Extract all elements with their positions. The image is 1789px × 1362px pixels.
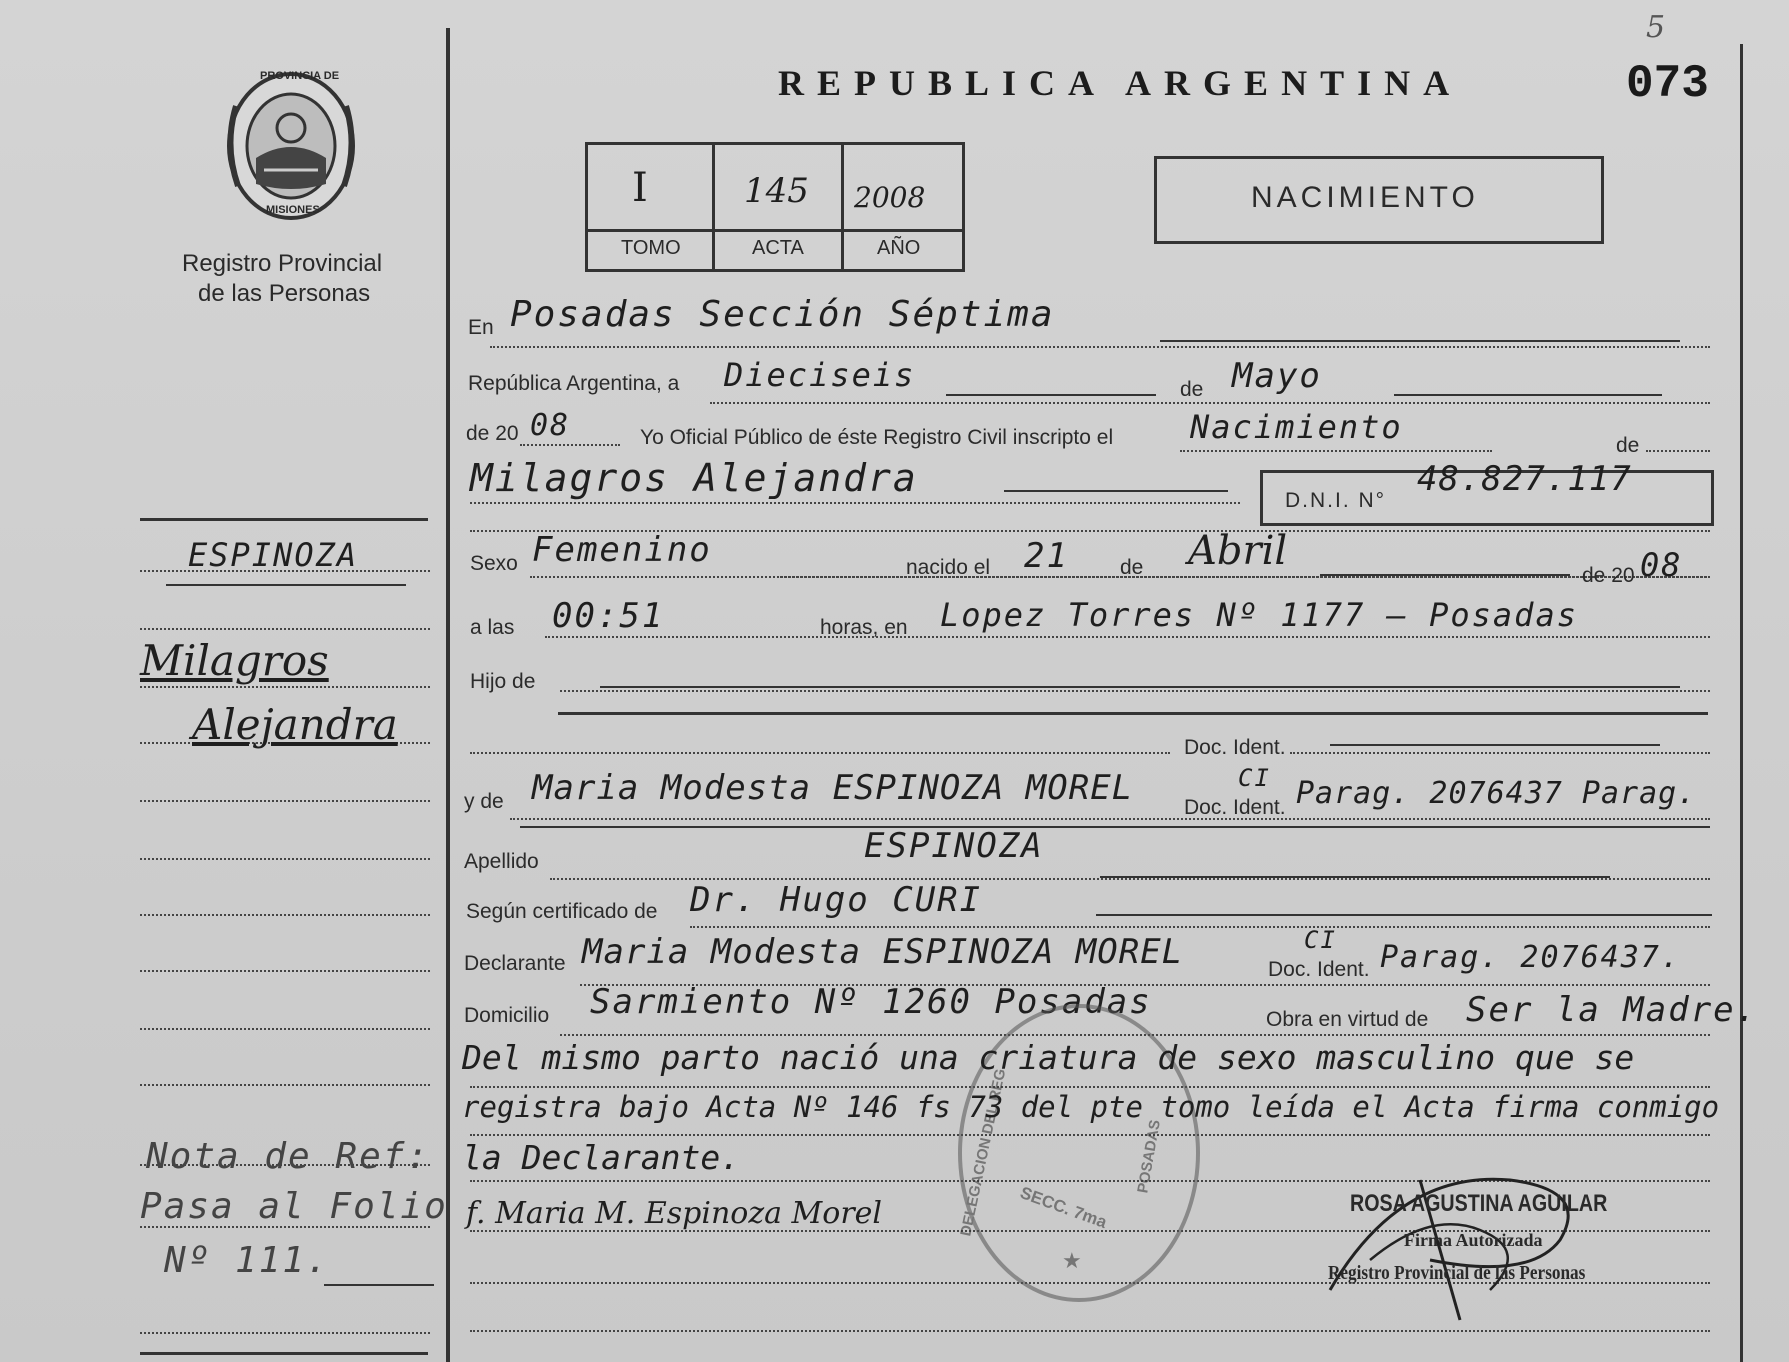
notes-line1: Del mismo parto nació una criatura de sexo masculino que se <box>462 1038 1635 1077</box>
stamp-text-mid: SECC. 7ma <box>1017 1183 1110 1232</box>
stamp-text-right: POSADAS <box>1134 1118 1164 1195</box>
nacido-label: nacido el <box>906 556 991 579</box>
birth-day: 21 <box>1024 536 1069 576</box>
record-number-box <box>585 142 965 272</box>
declarante-label: Declarante <box>464 952 566 975</box>
inscription-value: Nacimiento <box>1190 408 1403 446</box>
record-type: NACIMIENTO <box>1251 181 1479 214</box>
dni-box <box>1260 459 1714 526</box>
acta-value: 145 <box>744 171 809 211</box>
apellido-label: Apellido <box>464 850 539 873</box>
domicilio-label: Domicilio <box>464 1004 550 1027</box>
de-label-3: de <box>1120 556 1144 579</box>
record-type-box <box>1154 156 1604 244</box>
stamp-text-left: DELEGACION DEL REG <box>957 1067 1010 1238</box>
doc-ident-label-2: Doc. Ident. <box>1184 796 1286 819</box>
birth-month: Abril <box>1188 528 1288 574</box>
margin-given-name-2: Alejandra <box>192 700 398 749</box>
acta-label: ACTA <box>752 237 804 259</box>
star-icon: ★ <box>1062 1248 1082 1273</box>
month-value: Mayo <box>1232 356 1322 396</box>
republica-label: República Argentina, a <box>468 372 680 395</box>
margin-surname: ESPINOZA <box>188 536 359 574</box>
domicilio-value: Sarmiento Nº 1260 Posadas <box>590 982 1152 1022</box>
margin-note-line2: Pasa al Folio <box>140 1186 448 1227</box>
declarante-doc-type: CI <box>1304 926 1337 954</box>
year-label: de 20 <box>466 422 519 445</box>
anio-label: AÑO <box>877 237 921 259</box>
margin-given-name-1: Milagros <box>140 636 329 685</box>
margin-divider-line <box>446 28 450 1362</box>
margin-note-line3: Nº 111. <box>164 1240 330 1281</box>
right-border-line <box>1740 44 1743 1362</box>
obra-label: Obra en virtud de <box>1266 1008 1429 1031</box>
day-value: Dieciseis <box>724 356 916 394</box>
notes-line2: registra bajo Acta Nº 146 fs 73 del pte tomo leída el Acta firma conmigo <box>462 1090 1720 1124</box>
dni-value: 48.827.117 <box>1417 459 1632 499</box>
birth-year-label: de 20 <box>1582 564 1635 587</box>
mother-doc-type: CI <box>1238 764 1271 792</box>
official-text: Yo Oficial Público de éste Registro Civil inscripto el <box>640 426 1114 449</box>
en-value: Posadas Sección Séptima <box>510 294 1055 335</box>
lugar-value: Lopez Torres Nº 1177 — Posadas <box>940 596 1578 634</box>
child-name: Milagros Alejandra <box>470 456 918 500</box>
de-label: de <box>1180 378 1204 401</box>
province-seal <box>216 66 366 226</box>
notes-line3: la Declarante. <box>462 1138 741 1177</box>
official-title: Firma Autorizada <box>1404 1230 1543 1250</box>
tomo-value: I <box>632 165 648 211</box>
mother-name: Maria Modesta ESPINOZA MOREL <box>532 768 1134 808</box>
seal-top-text: PROVINCIA DE <box>260 70 340 82</box>
declarante-doc-label: Doc. Ident. <box>1268 958 1370 981</box>
birth-year-value: 08 <box>1640 546 1683 584</box>
tomo-label: TOMO <box>621 237 681 259</box>
sexo-value: Femenino <box>532 530 712 570</box>
apellido-value: ESPINOZA <box>864 826 1044 866</box>
margin-note-line1: Nota de Ref: <box>146 1136 431 1177</box>
de-label-2: de <box>1616 434 1640 457</box>
mother-doc-value: Parag. 2076437 Parag. <box>1296 776 1697 811</box>
folio-number: 073 <box>1626 58 1709 110</box>
certificado-value: Dr. Hugo CURI <box>690 880 983 920</box>
hijo-label: Hijo de <box>470 670 536 693</box>
seal-bottom-text: MISIONES <box>266 204 320 216</box>
declarante-signature: f. Maria M. Espinoza Morel <box>466 1196 883 1231</box>
doc-ident-label: Doc. Ident. <box>1184 736 1286 759</box>
registry-name-line1: Registro Provincial <box>182 250 383 277</box>
obra-value: Ser la Madre. <box>1466 990 1759 1030</box>
year-value: 08 <box>530 408 571 443</box>
declarante-doc-value: Parag. 2076437. <box>1380 940 1681 975</box>
dni-label: D.N.I. N° <box>1285 489 1387 512</box>
sexo-label: Sexo <box>470 552 518 575</box>
certificado-label: Según certificado de <box>466 900 658 923</box>
anio-value: 2008 <box>854 181 926 214</box>
hora-value: 00:51 <box>552 596 665 636</box>
en-label: En <box>468 316 494 339</box>
hora-label: a las <box>470 616 515 639</box>
declarante-value: Maria Modesta ESPINOZA MOREL <box>582 932 1184 972</box>
coat-of-arms-icon <box>216 66 366 226</box>
country-title: REPUBLICA ARGENTINA <box>778 63 1463 103</box>
horas-en-label: horas, en <box>820 616 908 639</box>
corner-mark: 5 <box>1646 10 1666 45</box>
registry-name-line2: de las Personas <box>198 280 371 307</box>
official-registry: Registro Provincial de las Personas <box>1328 1262 1586 1284</box>
official-name: ROSA AGUSTINA AGUILAR <box>1350 1190 1608 1217</box>
y-de-label: y de <box>464 790 504 813</box>
